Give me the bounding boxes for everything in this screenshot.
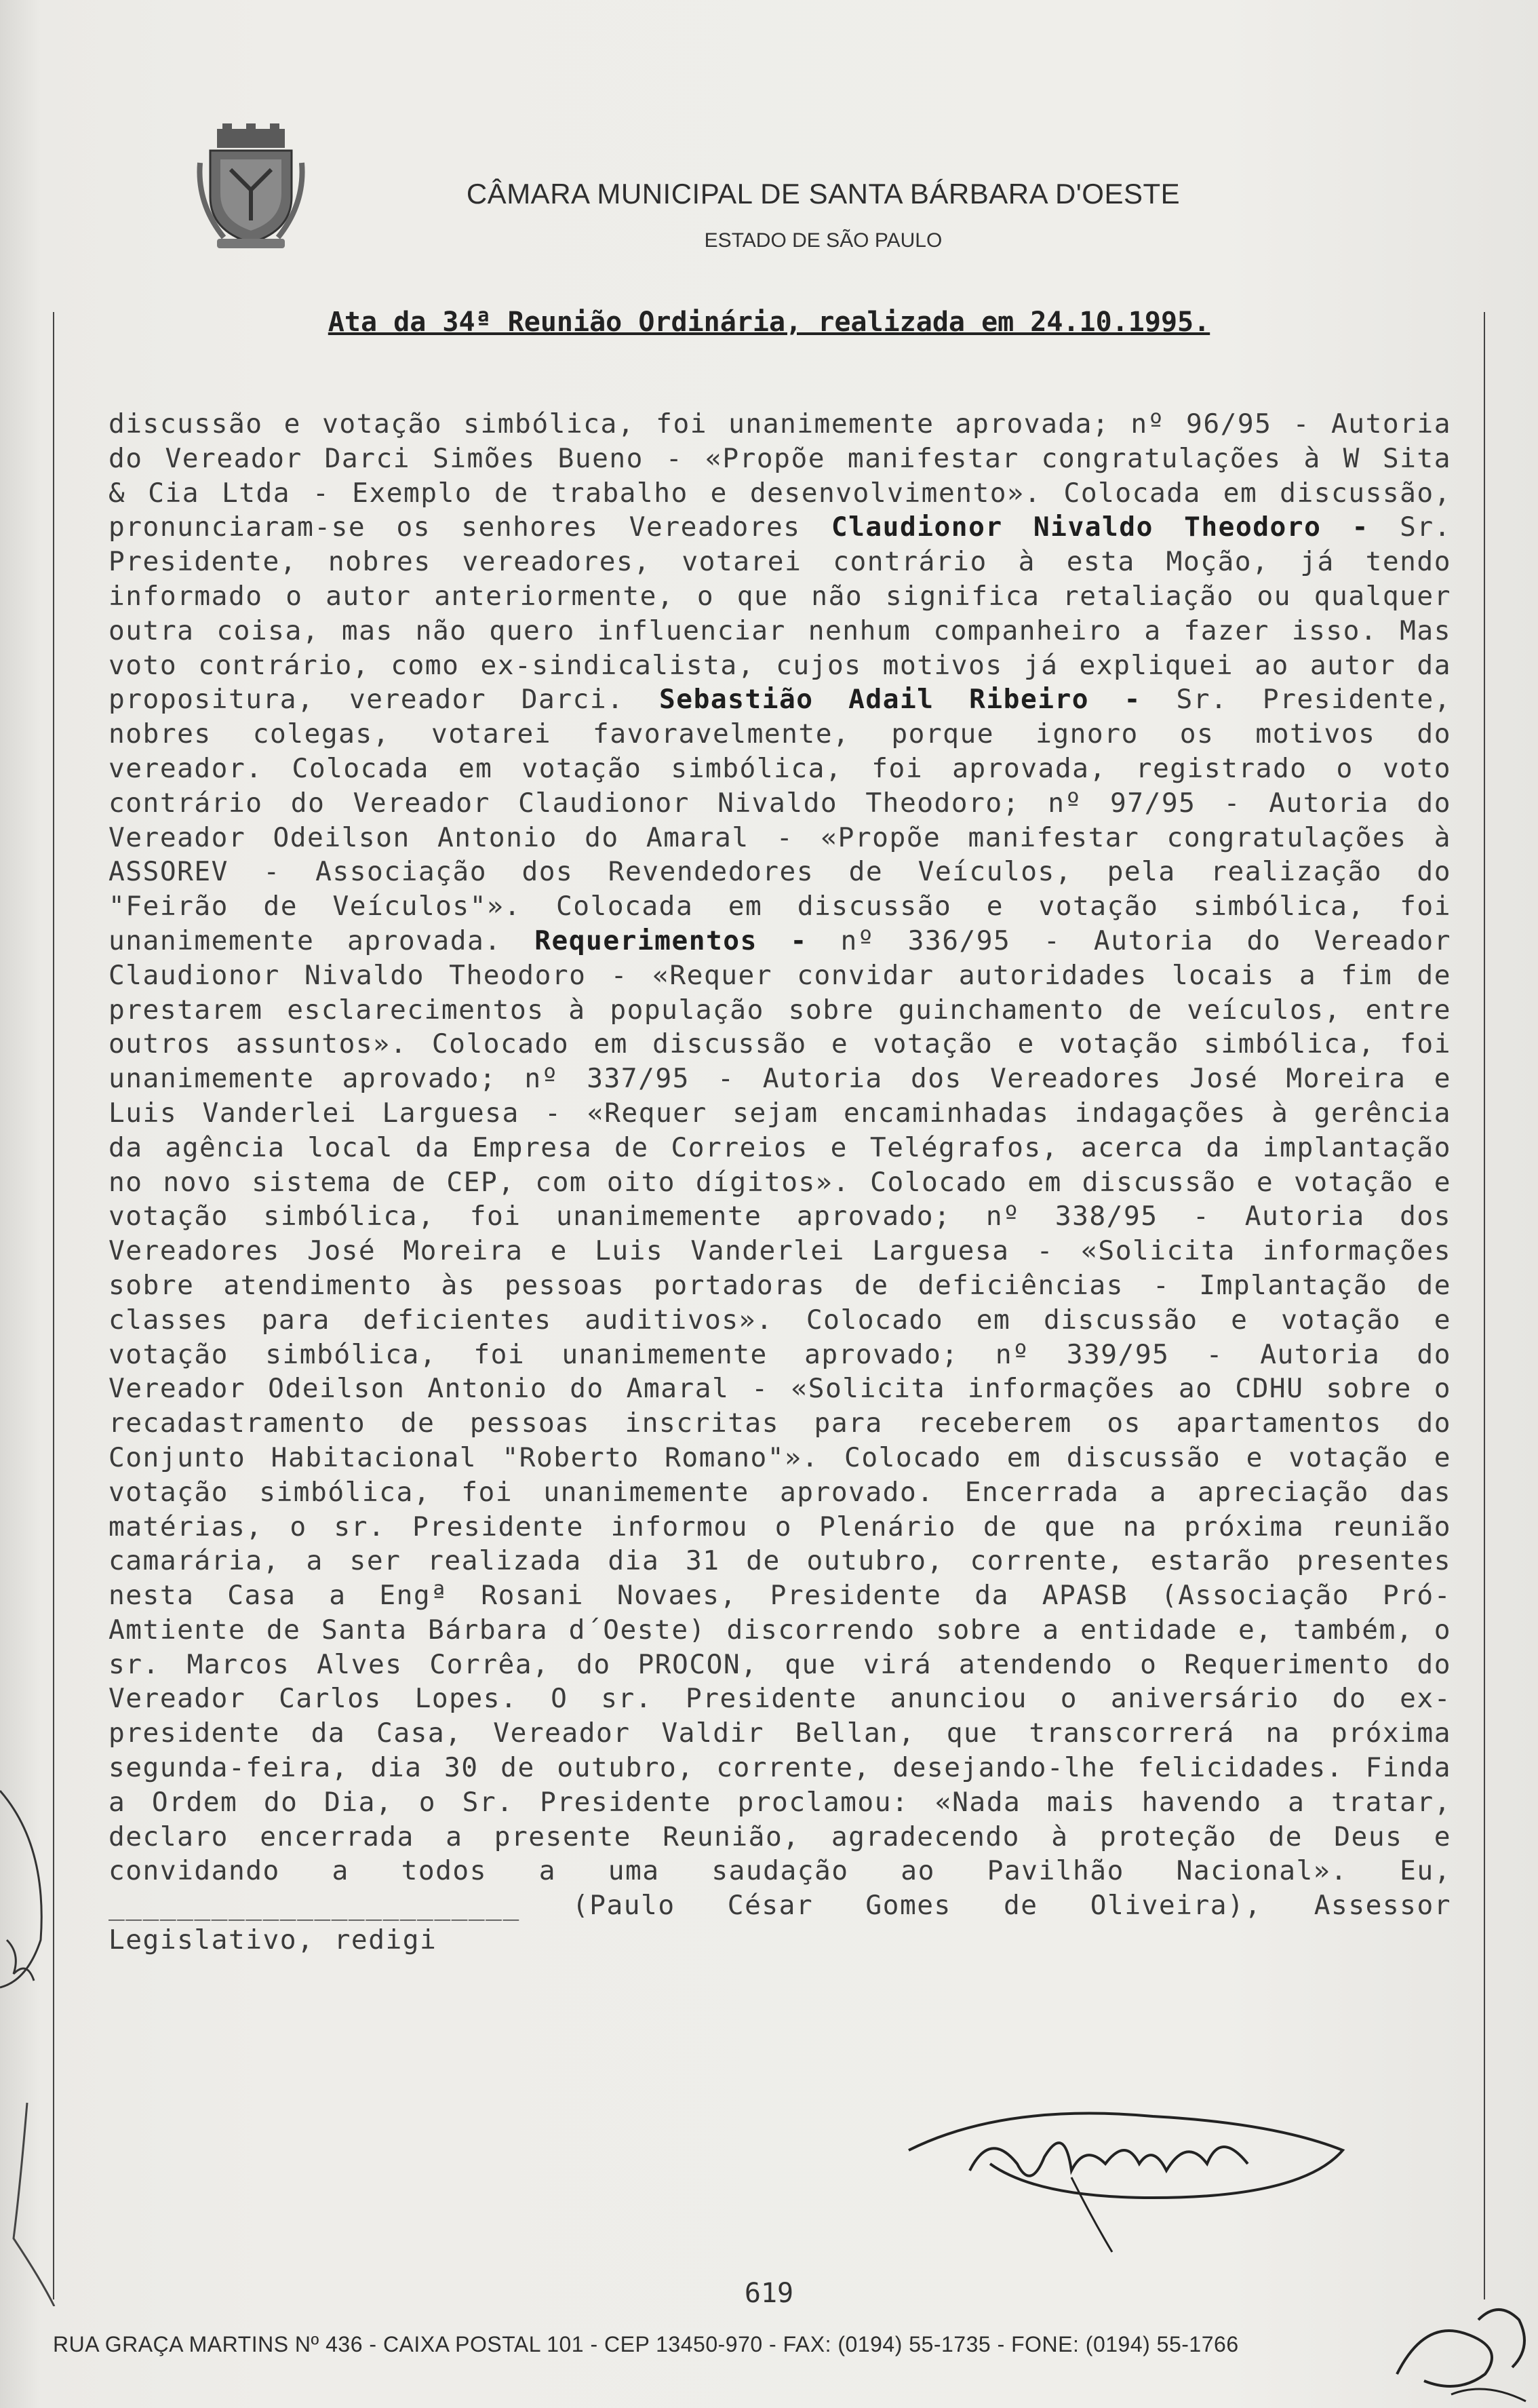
minutes-text-segment: nº 336/95 - Autoria do Vereador Claudionor Nivaldo Theodoro - «Requer convidar autoridades locais a fim de prestarem esclarecimentos à população sobre guinchamento de veículos, entre outros assuntos». Colocado em discussão e votação e votação simbólica, foi unanimemente aprovado; nº 337/95 - Autoria dos Vereadores José Moreira e Luis Vanderlei Larguesa - «Requer sejam encaminhadas indagações à gerência da agência local da Empresa de Correios e Telégrafos, acerca da implantação no novo sistema de CEP, com oito dígitos». Colocado em discussão e votação e votação simbólica, foi unanimemente aprovado; nº 338/95 - Autoria dos Vereadores José Moreira e Luis Vanderlei Larguesa - «Solicita informações sobre atendimento às pessoas portadoras de deficiências - Implantação de classes para deficientes auditivos». Colocado em discussão e votação e votação simbólica, foi unanimemente aprovado; nº 339/95 - Autoria do Vereador Odeilson Antonio do Amaral - «Solicita informações ao CDHU sobre o recadastramento de pessoas inscritas para receberem os apartamentos do Conjunto Habitacional "Roberto Romano"». Colocado em discussão e votação e votação simbólica, foi unanimemente aprovado. Encerrada a apreciação das matérias, o sr. Presidente informou o Plenário de que na próxima reunião camarária, a ser realizada dia 31 de outubro, corrente, estarão presentes nesta Casa a Engª Rosani Novaes, Presidente da APASB (Associação Pró-Amtiente de Santa Bárbara d´Oeste) discorrendo sobre a entidade e, também, o sr. Marcos Alves Corrêa, do PROCON, que virá atendendo o Requerimento do Vereador Carlos Lopes. O sr. Presidente anunciou o aniversário do ex-presidente da Casa, Vereador Valdir Bellan, que transcorrerá na próxima segunda-feira, dia 30 de outubro, corrente, desejando-lhe felicidades. Finda a Ordem do Dia, o Sr. Presidente proclamou: «Nada mais havendo a tratar, declaro encerrada a presente Reunião, agradecendo à proteção de Deus e convidando a todos a uma saudação ao Pavilhão Nacional». Eu, ________________________ (Paulo César Gomes de Oliveira), Assessor Legislativo, redigi: [109, 925, 1451, 1956]
speaker-name: Sebastião Adail Ribeiro -: [659, 684, 1141, 716]
chamber-title: CÂMARA MUNICIPAL DE SANTA BÁRBARA D'OESTE: [466, 178, 1181, 210]
page-number: 619: [744, 2278, 794, 2309]
minutes-text-segment: Sr. Presidente, nobres vereadores, votarei contrário à esta Moção, já tendo informado o autor anteriormente, o que não significa retaliação ou qualquer outra coisa, mas não quero influenciar nenhum companheiro a fazer isso. Mas voto contrário, como ex-sindicalista, cujos motivos já expliquei ao autor da propositura, vereador Darci.: [109, 511, 1451, 716]
speaker-name: Requerimentos -: [534, 925, 808, 956]
speaker-name: Claudionor Nivaldo Theodoro -: [831, 511, 1369, 543]
footer-address: RUA GRAÇA MARTINS Nº 436 - CAIXA POSTAL 101 - CEP 13450-970 - FAX: (0194) 55-1735 - FONE: (0194) 55-1766: [53, 2332, 1239, 2356]
margin-rubric-left: [0, 1764, 61, 2306]
handwritten-signature: [868, 2062, 1478, 2266]
state-subtitle: ESTADO DE SÃO PAULO: [704, 229, 943, 252]
minutes-body: [109, 407, 1451, 1958]
minutes-text-segment: Sr. Presidente, nobres colegas, votarei favoravelmente, porque ignoro os motivos do vereador. Colocada em votação simbólica, foi aprovada, registrado o voto contrário do Vereador Claudionor Nivaldo Theodoro; nº 97/95 - Autoria do Vereador Odeilson Antonio do Amaral - «Propõe manifestar congratulações à ASSOREV - Associação dos Revendedores de Veículos, pela realização do "Feirão de Veículos"». Colocada em discussão e votação simbólica, foi unanimemente aprovada.: [109, 684, 1452, 956]
minutes-text-segment: discussão e votação simbólica, foi unanimemente aprovada; nº 96/95 - Autoria do Vereador Darci Simões Bueno - «Propõe manifestar congratulações à W Sita & Cia Ltda - Exemplo de trabalho e desenvolvimento». Colocada em discussão, pronunciaram-se os senhores Vereadores: [109, 408, 1451, 543]
minutes-title: Ata da 34ª Reunião Ordinária, realizada em 24.10.1995.: [328, 307, 1210, 338]
right-margin-rule: [1484, 312, 1485, 2299]
